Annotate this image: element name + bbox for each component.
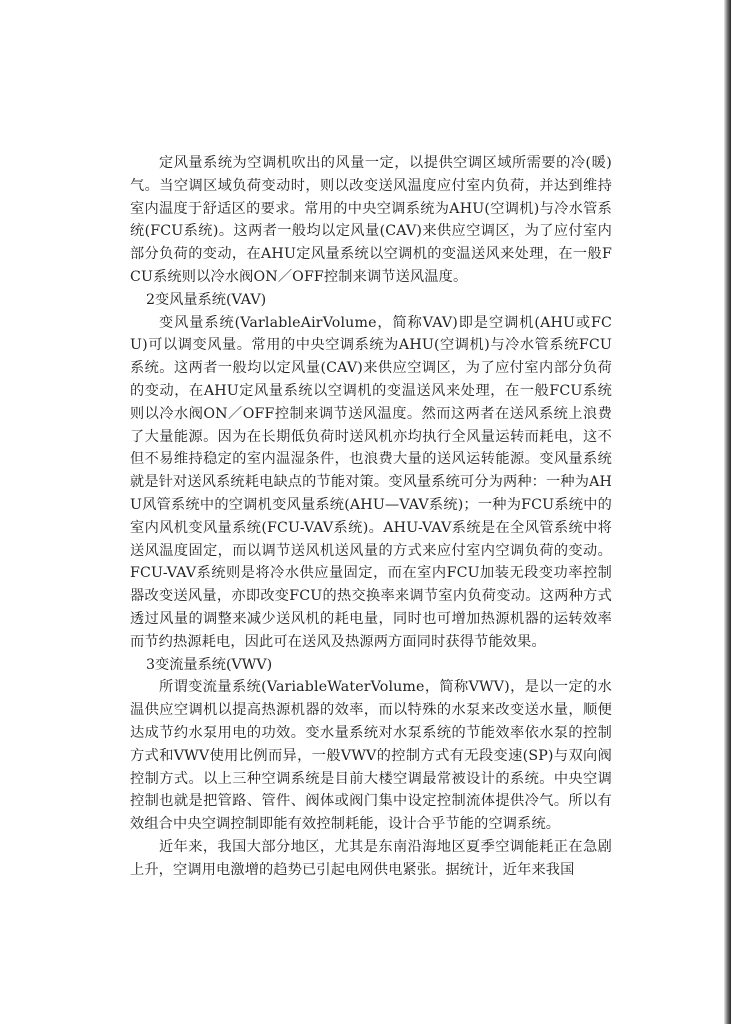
paragraph-recent-years: 近年来，我国大部分地区，尤其是东南沿海地区夏季空调能耗正在急剧上升，空调用电激增的趋势已引起电网供电紧张。据统计，近年来我国 [130,838,612,878]
paragraph-variable-water-volume: 所谓变流量系统(VariableWaterVolume，简称VWV)，是以一定的水温供应空调机以提高热源机器的效率，而以特殊的水泵来改变送水量，顺便达成节约水泵用电的功效。变水量系统对水泵系统的节能效率依水泵的控制方式和VWV使用比例而异，一般VWV的控制方式有无段变速(SP)与双向阀控制方式。以上三种空调系统是目前大楼空调最常被设计的系统。中央空调控制也就是把管路、管件、阀体或阀门集中设定控制流体提供冷气。所以有效组合中央空调控制即能有效控制耗能，设计合乎节能的空调系统。 [130,679,612,833]
document-page [130,152,612,882]
page-edge-shadow [724,0,731,1024]
paragraph-variable-air-volume: 变风量系统(VarlableAirVolume，简称VAV)即是空调机(AHU或FCU)可以调变风量。常用的中央空调系统为AHU(空调机)与冷水管系统FCU系统。这两者一般均以定风量(CAV)来供应空调区，为了应付室内部分负荷的变动，在AHU定风量系统以空调机的变温送风来处理，在一般FCU系统则以冷水阀ON／OFF控制来调节送风温度。然而这两者在送风系统上浪费了大量能源。因为在长期低负荷时送风机亦均执行全风量运转而耗电，这不但不易维持稳定的室内温湿条件，也浪费大量的送风运转能源。变风量系统就是针对送风系统耗电缺点的节能对策。变风量系统可分为两种：一种为AHU风管系统中的空调机变风量系统(AHU—VAV系统)；一种为FCU系统中的室内风机变风量系统(FCU-VAV系统)。AHU-VAV系统是在全风管系统中将送风温度固定，而以调节送风机送风量的方式来应付室内空调负荷的变动。FCU-VAV系统则是将冷水供应量固定，而在室内FCU加装无段变功率控制器改变送风量，亦即改变FCU的热交换率来调节室内负荷变动。这两种方式透过风量的调整来减少送风机的耗电量，同时也可增加热源机器的运转效率而节约热源耗电，因此可在送风及热源两方面同时获得节能效果。 [130,314,612,650]
section-heading-vwv: 3变流量系统(VWV) [146,656,273,673]
section-heading-vav: 2变风量系统(VAV) [146,291,267,308]
paragraph-constant-air-volume: 定风量系统为空调机吹出的风量一定，以提供空调区域所需要的冷(暖)气。当空调区域负荷变动时，则以改变送风温度应付室内负荷，并达到维持室内温度于舒适区的要求。常用的中央空调系统为AHU(空调机)与冷水管系统(FCU系统)。这两者一般均以定风量(CAV)来供应空调区，为了应付室内部分负荷的变动，在AHU定风量系统以空调机的变温送风来处理，在一般FCU系统则以冷水阀ON／OFF控制来调节送风温度。 [130,155,612,285]
